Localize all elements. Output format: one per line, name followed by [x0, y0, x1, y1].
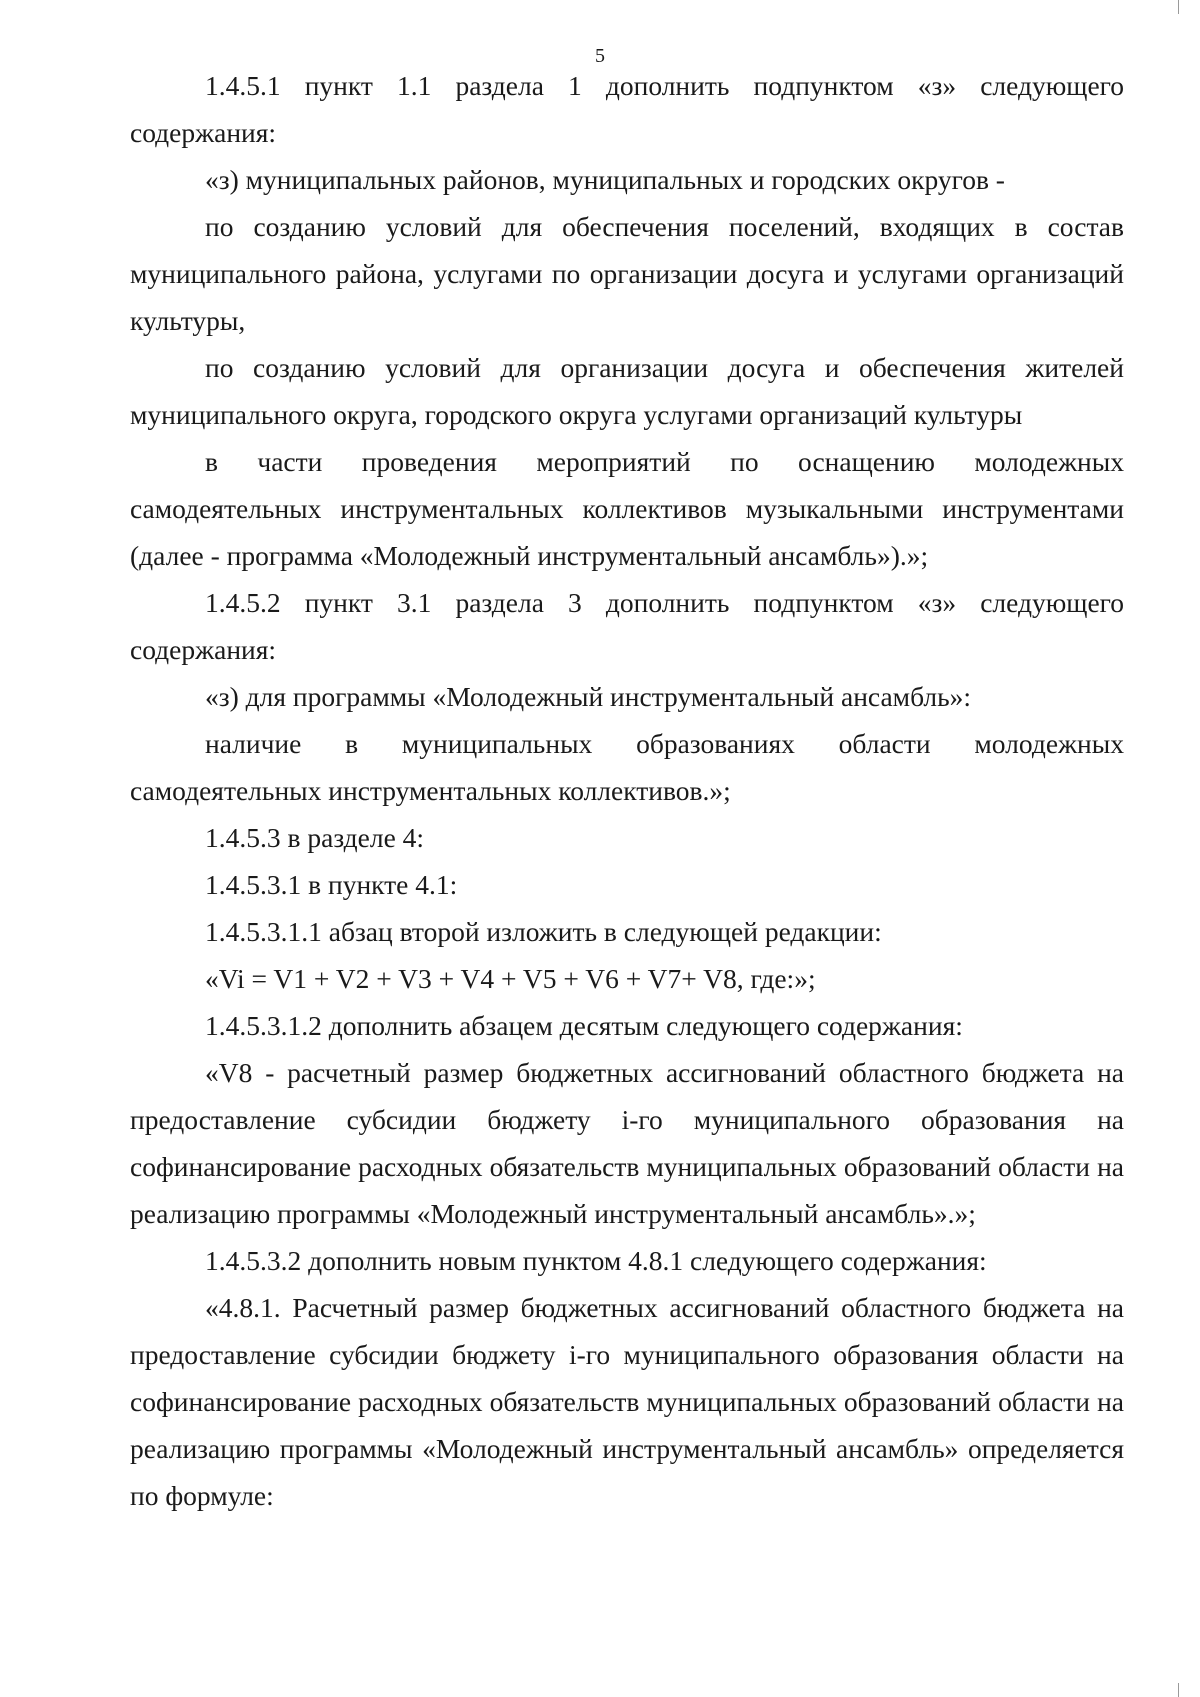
paragraph-1-4-5-3-2: 1.4.5.3.2 дополнить новым пунктом 4.8.1 следующего содержания:: [205, 1245, 987, 1276]
paragraph-collectives-presence: наличие в муниципальных образованиях области молодежных самодеятельных инструментальных коллективов.»;: [130, 728, 1124, 806]
paragraph-subitem-z-districts: «з) муниципальных районов, муниципальных и городских округов -: [205, 164, 1005, 195]
page-number: 5: [595, 45, 605, 67]
paragraph-1-4-5-1: 1.4.5.1 пункт 1.1 раздела 1 дополнить подпунктом «з» следующего содержания:: [130, 70, 1124, 148]
paragraph-1-4-5-3-1-1: 1.4.5.3.1.1 абзац второй изложить в следующей редакции:: [205, 916, 882, 947]
paragraph-1-4-5-3: 1.4.5.3 в разделе 4:: [205, 822, 425, 853]
paragraph-v8-definition: «V8 - расчетный размер бюджетных ассигнований областного бюджета на предоставление субсидии бюджету i-го муниципального образования на софинансирование расходных обязательств муниципальных образований области на реализацию программы «Молодежный инструментальный ансамбль».»;: [130, 1057, 1124, 1229]
document-body: [130, 62, 1124, 1519]
paragraph-settlements-conditions: по созданию условий для обеспечения поселений, входящих в состав муниципального района, услугами по организации досуга и услугами организаций культуры,: [130, 211, 1124, 336]
paragraph-4-8-1: «4.8.1. Расчетный размер бюджетных ассигнований областного бюджета на предоставление субсидии бюджету i-го муниципального образования области на софинансирование расходных обязательств муниципальных образований области на реализацию программы «Молодежный инструментальный ансамбль» определяется по формуле:: [130, 1292, 1124, 1511]
scan-artifact-top-right: [1178, 0, 1179, 14]
paragraph-1-4-5-3-1: 1.4.5.3.1 в пункте 4.1:: [205, 869, 458, 900]
formula-vi-sum: «Vi = V1 + V2 + V3 + V4 + V5 + V6 + V7+ V8, где:»;: [205, 963, 816, 994]
paragraph-residents-conditions: по созданию условий для организации досуга и обеспечения жителей муниципального округа, городского округа услугами организаций культуры: [130, 352, 1124, 430]
paragraph-1-4-5-3-1-2: 1.4.5.3.1.2 дополнить абзацем десятым следующего содержания:: [205, 1010, 963, 1041]
paragraph-program-definition: в части проведения мероприятий по оснащению молодежных самодеятельных инструментальных коллективов музыкальными инструментами (далее - программа «Молодежный инструментальный ансамбль»).»;: [130, 446, 1124, 571]
paragraph-1-4-5-2: 1.4.5.2 пункт 3.1 раздела 3 дополнить подпунктом «з» следующего содержания:: [130, 587, 1124, 665]
scan-artifact-bottom-right: [1178, 1683, 1179, 1697]
paragraph-subitem-z-program: «з) для программы «Молодежный инструментальный ансамбль»:: [205, 681, 972, 712]
